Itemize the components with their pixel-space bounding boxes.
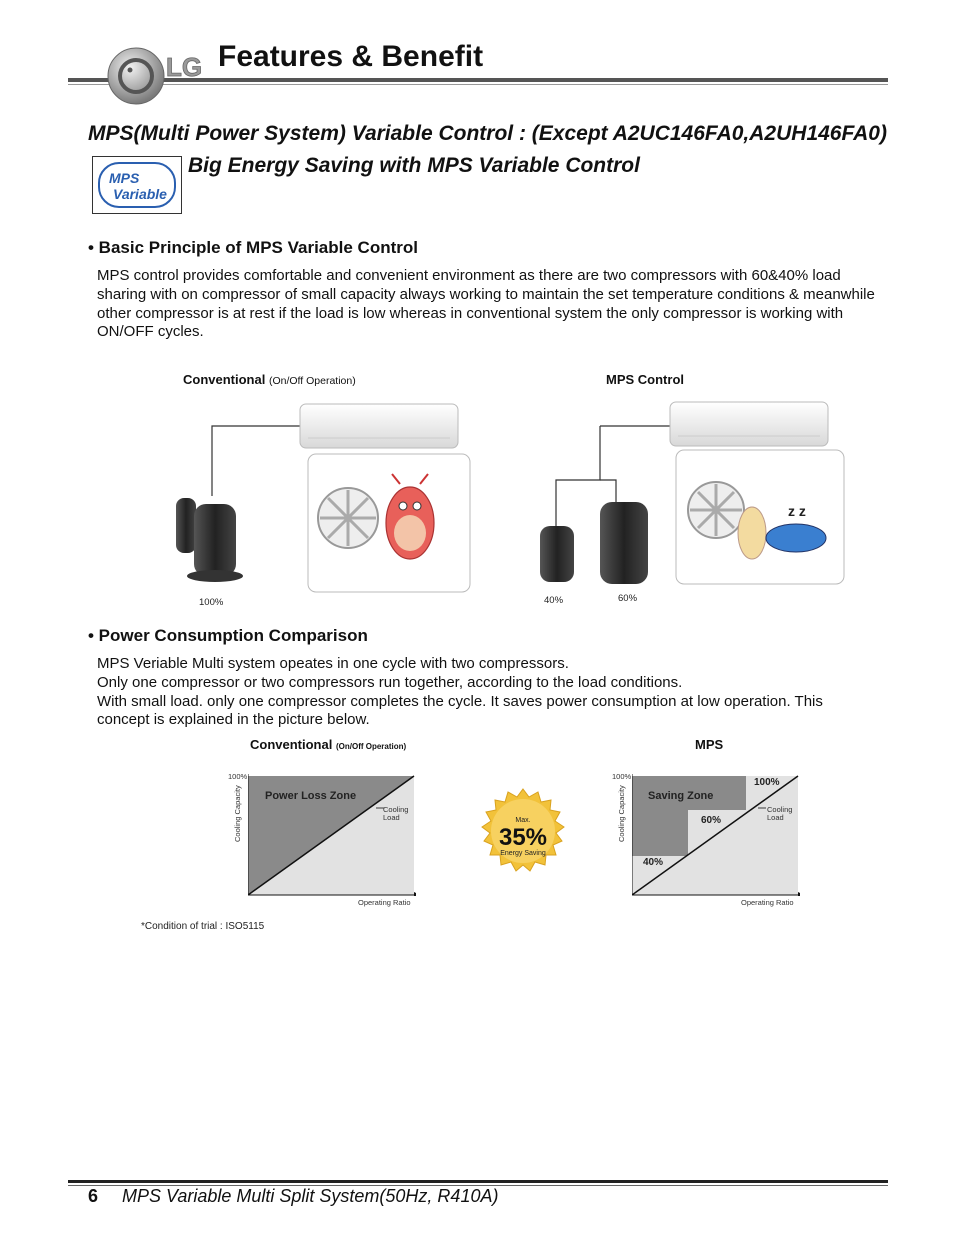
mps-y-100: 100% [612, 772, 632, 781]
chart-conventional-title: Conventional (On/Off Operation) [250, 737, 407, 752]
lg-logo [106, 38, 216, 108]
basic-principle-text: MPS control provides comfortable and convenient environment as there are two compressors with 60&40% load sharing with on compressor of small capacity always working to maintain the set temperature conditions & meanwhile other compressor is at rest if the load is low whereas in conventional system the only compressor is working with ON/OFF cycles. [97, 267, 875, 341]
footer-title: MPS Variable Multi Split System(50Hz, R410A) [122, 1186, 499, 1206]
mps-illustration [520, 398, 850, 598]
svg-text:35%: 35% [498, 824, 548, 851]
power-consumption-text: MPS Veriable Multi system opeates in one cycle with two compressors. Only one compressor or two compressors run together, according to the load conditions. With small load. only one compressor completes the cycle. It saves power consumption at low operation. This concept is explained in the picture below. [97, 655, 823, 729]
mps-y-axis-label: Cooling Capacity [617, 785, 626, 842]
mps-40-label: 40% [544, 595, 564, 606]
conv-x-axis-label: Operating Ratio [358, 898, 411, 907]
conventional-illustration [160, 398, 490, 598]
svg-text:LG: LG [166, 52, 203, 82]
page-number: 6 [88, 1186, 99, 1206]
mps-cooling-load-label: Cooling Load [767, 805, 793, 822]
svg-text:Max.: Max. [515, 817, 531, 824]
energy-saving-seal [478, 787, 568, 877]
mps-60-label: 60% [618, 593, 638, 604]
mps-control-label: MPS Control [606, 372, 684, 387]
section-subtitle: MPS(Multi Power System) Variable Control : (Except A2UC146FA0,A2UH146FA0) [88, 122, 887, 145]
mps-x-axis-label: Operating Ratio [741, 898, 794, 907]
svg-text:MPS: MPS [109, 170, 140, 186]
conv-y-100: 100% [228, 772, 248, 781]
conv-y-axis-label: Cooling Capacity [233, 785, 242, 842]
section-heading-power-consumption: • Power Consumption Comparison [88, 626, 368, 645]
section-heading-basic-principle: • Basic Principle of MPS Variable Control [88, 238, 418, 257]
chart-mps-title: MPS [695, 737, 724, 752]
saving-zone-label: Saving Zone [648, 790, 714, 802]
mps-variable-icon [93, 157, 181, 213]
mps-40-level-label: 40% [643, 857, 664, 868]
page-title: Features & Benefit [218, 40, 484, 73]
svg-text:Variable: Variable [113, 186, 167, 202]
svg-text:Energy Saving: Energy Saving [500, 850, 546, 857]
svg-text:z z: z z [788, 503, 806, 519]
mps-60-level-label: 60% [701, 815, 722, 826]
section-subtitle-2: Big Energy Saving with MPS Variable Control [188, 154, 640, 177]
conventional-100-label: 100% [199, 597, 224, 608]
trial-condition-note: *Condition of trial : ISO5115 [141, 921, 265, 932]
conv-cooling-load-label: Cooling Load [383, 805, 409, 822]
mps-variable-badge [92, 156, 182, 214]
mps-100-label: 100% [754, 777, 780, 788]
conventional-label: Conventional (On/Off Operation) [183, 372, 356, 387]
power-loss-zone-label: Power Loss Zone [265, 790, 357, 802]
footer-rule [68, 1180, 888, 1183]
